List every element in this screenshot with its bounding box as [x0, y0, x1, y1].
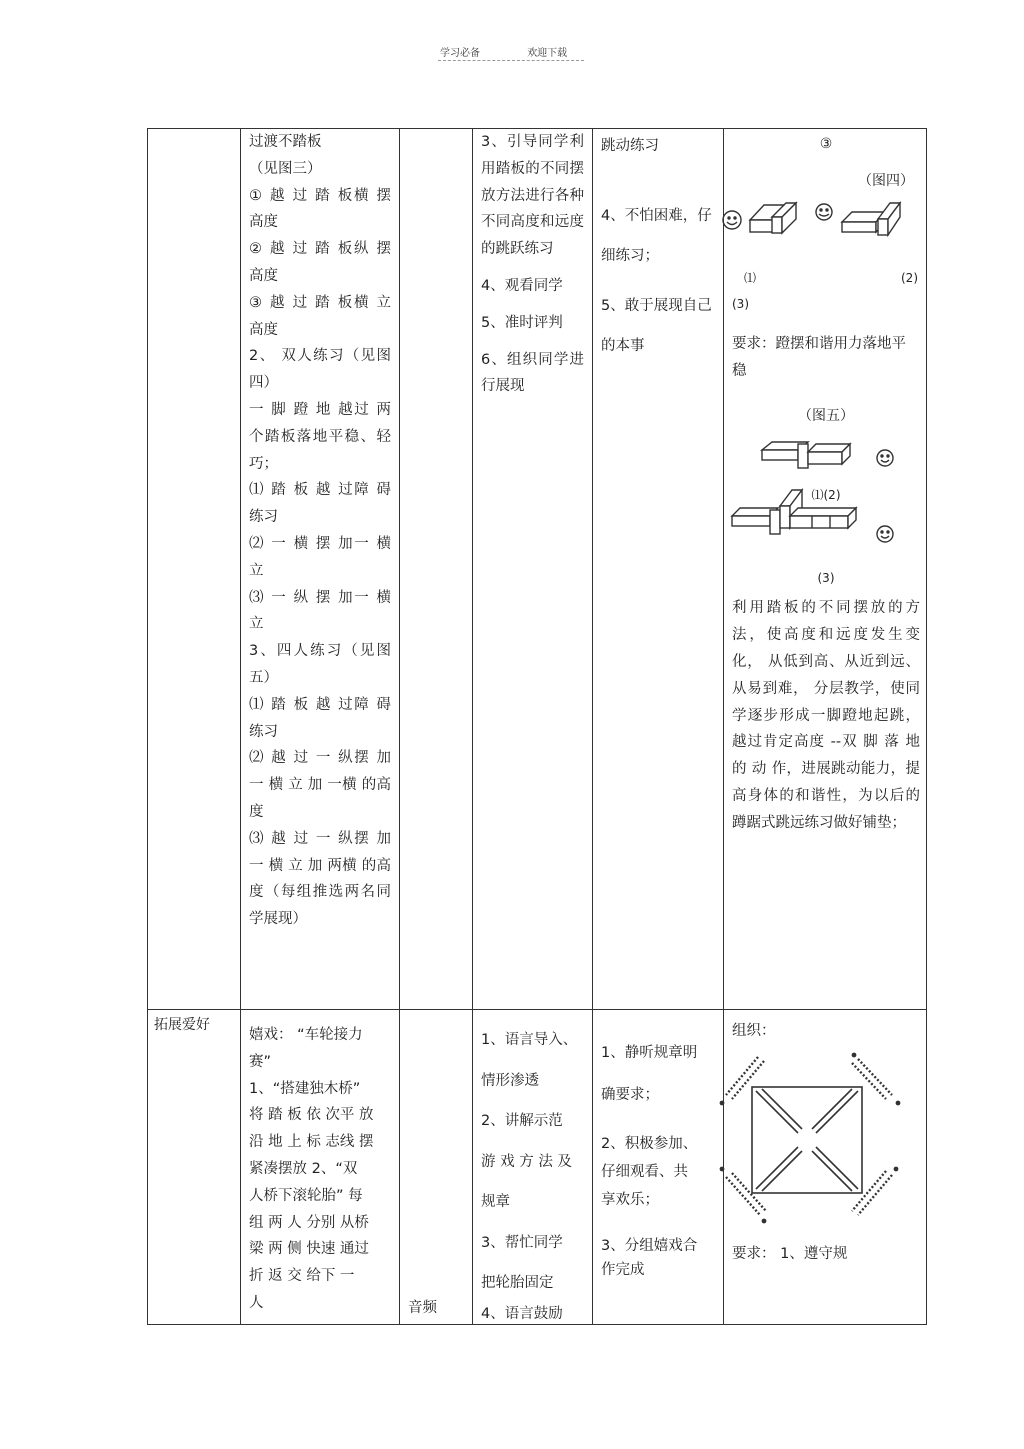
figure-marker: ③: [819, 136, 833, 152]
table-row: [148, 1010, 927, 1325]
figure-4-label: (2): [901, 270, 918, 285]
content-line: 2、 双人练习（见图四）: [249, 348, 391, 392]
figure-4-label: ⑴: [744, 270, 757, 285]
teacher-line: 1、语言导入、: [481, 1032, 578, 1048]
stepboard-icon: [750, 203, 796, 233]
lesson-plan-table: [147, 128, 927, 1325]
teacher-cell: [473, 1010, 593, 1325]
teacher-line: 4、语言鼓励: [481, 1305, 563, 1322]
stepboard-icon: [762, 442, 850, 468]
content-line: ③ 越 过 踏 板横 立 高度: [249, 294, 391, 338]
content-line: ⑴ 踏 板 越 过障 碍 练习: [249, 482, 391, 526]
teacher-line: 4、观看同学: [481, 277, 563, 294]
content-line: ① 越 过 踏 板横 摆 高度: [249, 187, 391, 231]
student-line: 仔细观看、共: [601, 1164, 688, 1180]
organization-cell: [724, 129, 927, 1010]
content-line: 1、“搭建独木桥”: [249, 1080, 361, 1097]
content-line: ⑶ 一 纵 摆 加一 横 立: [249, 589, 391, 633]
header-right: 欢迎下载: [527, 48, 568, 59]
teacher-line: 3、引导同学利用踏板的不同摆放方法进行各种不同高度和远度的跳跃练习: [481, 134, 584, 258]
section-cell: [148, 1010, 241, 1325]
student-cell: [593, 129, 724, 1010]
student-cell: [593, 1010, 724, 1325]
figure-4-caption: （图四）: [858, 172, 914, 189]
teacher-line: 规章: [481, 1194, 510, 1210]
organization-title: 组织：: [732, 1023, 776, 1039]
content-line: ② 越 过 踏 板纵 摆 高度: [249, 241, 391, 284]
student-line: 跳动练习: [601, 138, 659, 154]
content-line: 紧凑摆放 2、“双: [249, 1160, 358, 1177]
teacher-line: 5、准时评判: [481, 314, 563, 331]
figure-5-label: (3): [817, 570, 835, 585]
stepboard-icon: [842, 203, 900, 235]
smiley-icon: [877, 526, 893, 542]
organization-requirement: 要求： 1、遵守规: [732, 1245, 848, 1262]
teacher-line: 游 戏 方 法 及: [481, 1153, 572, 1170]
teacher-line: 2、讲解示范: [481, 1113, 563, 1129]
student-line: 2、积极参加、: [601, 1136, 698, 1152]
header-left: 学习必备: [440, 48, 480, 59]
content-cell: [241, 1010, 400, 1325]
student-line: 作完成: [601, 1262, 645, 1278]
content-line: 折 返 交 给下 一: [249, 1268, 355, 1285]
figure-4-label: (3): [732, 296, 749, 311]
content-line: 人: [249, 1294, 264, 1311]
figure-5-label: ⑴(2): [811, 487, 841, 502]
content-line: 梁 两 侧 快速 通过: [249, 1241, 369, 1258]
content-line: 3、四人练习（见图五）: [249, 643, 391, 686]
content-line: ⑶ 越 过 一 纵摆 加 一 横 立 加 两横 的高度（每组推选两名同学展现）: [249, 830, 391, 928]
student-line: 3、分组嬉戏合: [601, 1238, 698, 1254]
section-title: 拓展爱好: [154, 1017, 210, 1033]
teacher-line: 把轮胎固定: [481, 1275, 554, 1291]
content-line: 过渡不踏板: [249, 134, 322, 150]
section-cell: [148, 129, 241, 1010]
student-line: 5、敢于展现自己的本事: [601, 297, 712, 354]
table-row: [148, 129, 927, 1010]
content-line: 嬉戏： “车轮接力: [249, 1027, 363, 1043]
teacher-line: 情形渗透: [481, 1072, 539, 1089]
requirement-text: 要求：蹬摆和谐用力落地平稳: [732, 336, 906, 380]
figure-5-caption: （图五）: [798, 407, 854, 424]
page-header: [440, 44, 567, 59]
media-cell: [400, 129, 473, 1010]
organization-cell: [724, 1010, 927, 1325]
student-line: 享欢乐；: [601, 1192, 659, 1208]
media-label: 音频: [408, 1300, 437, 1316]
header-divider: [438, 60, 584, 61]
student-line: 确要求；: [601, 1087, 659, 1103]
organization-note: 利用踏板的不同摆放的方法，使高度和远度发生变化， 从低到高、从近到远、从易到难， 分层教学，使同学逐步形成一脚蹬地起跳，越过肯定高度 --双 脚 落 地 的 动 作，进展跳动能力，提高身体的和谐性，为以后的蹲踞式跳远练习做好铺垫；: [732, 600, 920, 831]
relay-formation-diagram: [716, 1045, 906, 1225]
smiley-icon: [723, 211, 741, 229]
smiley-icon: [877, 450, 893, 466]
content-line: （见图三）: [249, 160, 322, 177]
content-line: 人桥下滚轮胎” 每: [249, 1187, 363, 1204]
content-line: ⑵ 一 横 摆 加一 横 立: [249, 535, 391, 579]
smiley-icon: [816, 204, 832, 220]
teacher-line: 3、帮忙同学: [481, 1234, 563, 1251]
student-line: 4、不怕困难，仔细练习；: [601, 207, 712, 264]
content-line: ⑵ 越 过 一 纵摆 加 一 横 立 加 一横 的高度: [249, 750, 391, 820]
content-line: 组 两 人 分别 从桥: [249, 1214, 369, 1231]
teacher-line: 6、组织同学进行展现: [481, 351, 584, 395]
figure-4-illustration: [720, 195, 920, 265]
content-cell: [241, 129, 400, 1010]
content-line: 赛”: [249, 1053, 272, 1070]
content-line: ⑴ 踏 板 越 过障 碍 练习: [249, 696, 391, 740]
content-line: 将 踏 板 依 次平 放: [249, 1107, 374, 1124]
media-cell: [400, 1010, 473, 1325]
content-line: 沿 地 上 标 志线 摆: [249, 1134, 374, 1151]
student-line: 1、静听规章明: [601, 1045, 698, 1061]
teacher-cell: [473, 129, 593, 1010]
content-line: 一 脚 蹬 地 越过 两 个踏板落地平稳、轻巧；: [249, 401, 391, 472]
